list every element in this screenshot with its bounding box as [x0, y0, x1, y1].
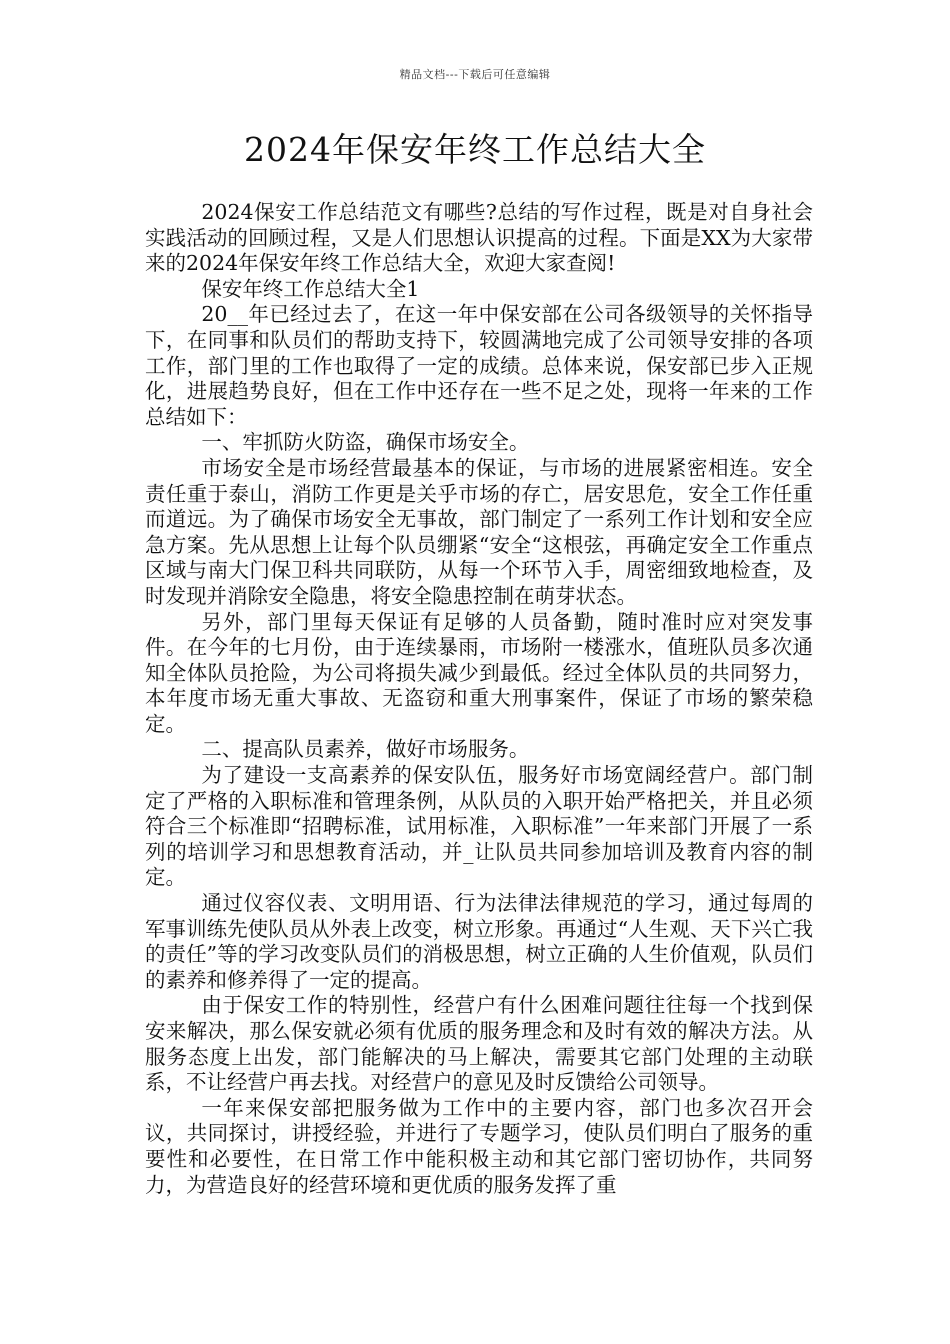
document-body — [145, 200, 813, 1198]
body-paragraph: 为了建设一支高素养的保安队伍，服务好市场宽阔经营户。部门制定了严格的入职标准和管理条例，从队员的入职开始严格把关，并且必须符合三个标准即“招聘标准，试用标准，入职标准”一年来部门开展了一系列的培训学习和思想教育活动，并_让队员共同参加培训及教育内容的制定。 — [145, 763, 813, 890]
document-title: 2024年保安年终工作总结大全 — [244, 130, 706, 169]
intro-paragraph: 2024保安工作总结范文有哪些?总结的写作过程，既是对自身社会实践活动的回顾过程，又是人们思想认识提高的过程。下面是XX为大家带来的2024年保安年终工作总结大全，欢迎大家查阅! — [145, 200, 813, 276]
subsection-heading: 一、牢抓防火防盗，确保市场安全。 — [201, 430, 530, 455]
section-heading: 保安年终工作总结大全1 — [201, 276, 420, 301]
body-paragraph: 另外，部门里每天保证有足够的人员备勤，随时准时应对突发事件。在今年的七月份，由于连续暴雨，市场附一楼涨水，值班队员多次通知全体队员抢险，为公司将损失减少到最低。经过全体队员的共同努力，本年度市场无重大事故、无盗窃和重大刑事案件，保证了市场的繁荣稳定。 — [145, 609, 813, 736]
header-note: 精品文档---下载后可任意编辑 — [399, 68, 551, 81]
body-paragraph: 20__年已经过去了，在这一年中保安部在公司各级领导的关怀指导下，在同事和队员们的帮助支持下，较圆满地完成了公司领导安排的各项工作，部门里的工作也取得了一定的成绩。总体来说，保安部已步入正规化，进展趋势良好，但在工作中还存在一些不足之处，现将一年来的工作总结如下： — [145, 302, 813, 429]
body-paragraph: 由于保安工作的特别性，经营户有什么困难问题往往每一个找到保安来解决，那么保安就必须有优质的服务理念和及时有效的解决方法。从服务态度上出发，部门能解决的马上解决，需要其它部门处理的主动联系，不让经营户再去找。对经营户的意见及时反馈给公司领导。 — [145, 993, 813, 1095]
subsection-heading: 二、提高队员素养，做好市场服务。 — [201, 737, 530, 762]
body-paragraph: 市场安全是市场经营最基本的保证，与市场的进展紧密相连。安全责任重于泰山，消防工作更是关乎市场的存亡，居安思危，安全工作任重而道远。为了确保市场安全无事故，部门制定了一系列工作计划和安全应急方案。先从思想上让每个队员绷紧“安全“这根弦，再确定安全工作重点区域与南大门保卫科共同联防，从每一个环节入手，周密细致地检查，及时发现并消除安全隐患，将安全隐患控制在萌芽状态。 — [145, 455, 813, 608]
body-paragraph: 通过仪容仪表、文明用语、行为法律法律规范的学习，通过每周的军事训练先使队员从外表上改变，树立形象。再通过“人生观、天下兴亡我的责任”等的学习改变队员们的消极思想，树立正确的人生价值观，队员们的素养和修养得了一定的提高。 — [145, 891, 813, 992]
body-paragraph: 一年来保安部把服务做为工作中的主要内容，部门也多次召开会议，共同探讨，讲授经验，并进行了专题学习，使队员们明白了服务的重要性和必要性，在日常工作中能积极主动和其它部门密切协作，共同努力，为营造良好的经营环境和更优质的服务发挥了重 — [145, 1095, 813, 1197]
